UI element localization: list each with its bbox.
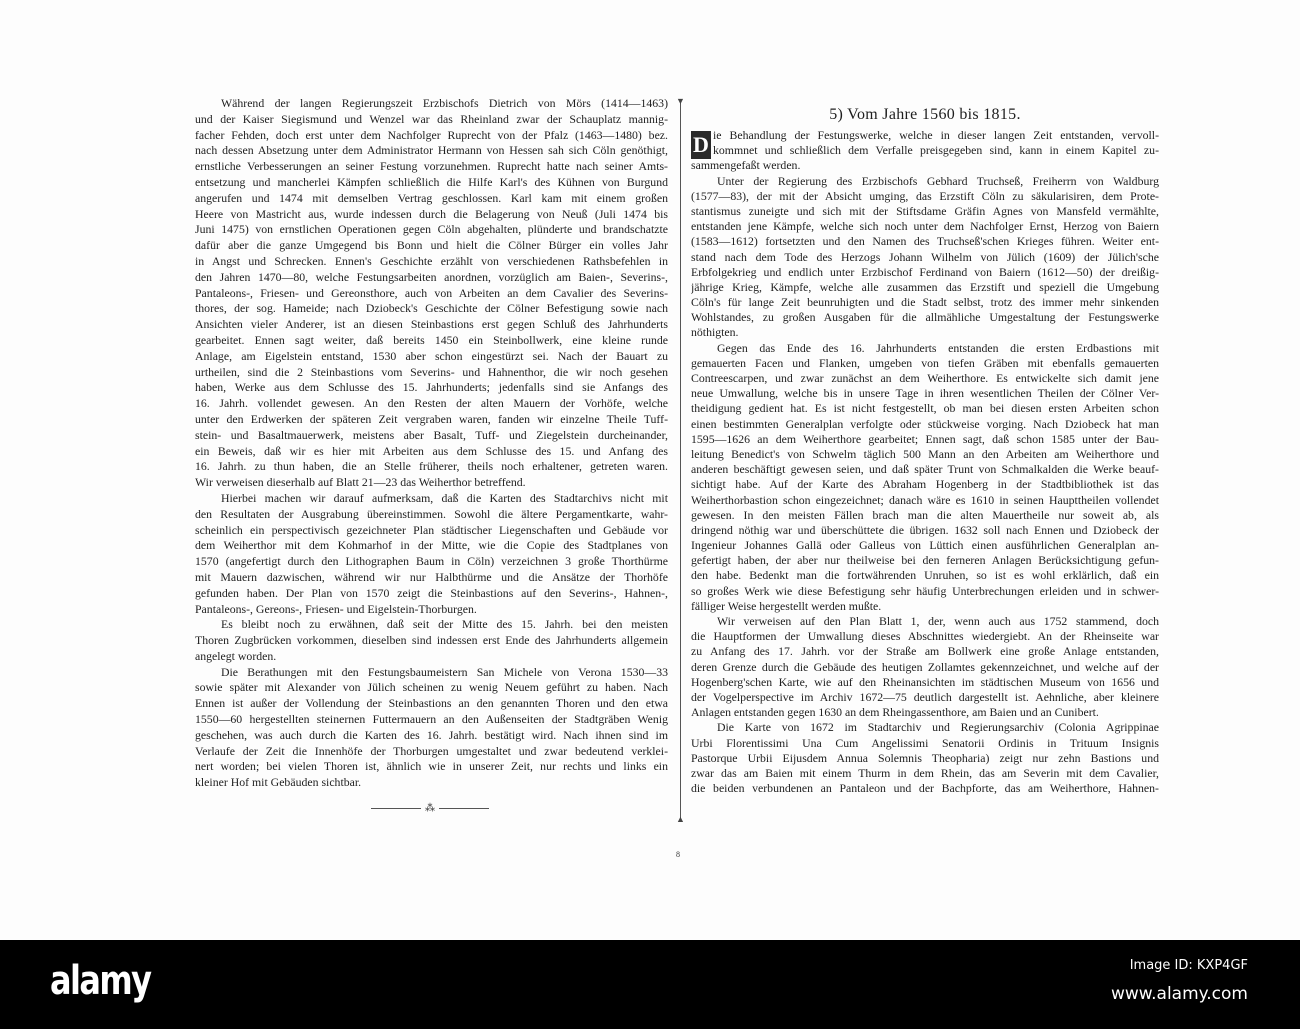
text-line: Hogenberg'schen Karte, wie auf den Rheinansichten im städtischen Museum von 1656 und [691,674,1159,689]
text-line: stantismus zuneigte und sich mit der Stiftsdame Gräfin Agnes von Mansfeld vermählte, [691,203,1159,218]
text-line: entsetzung und mancherlei Kämpfen schließlich die Hilfe Karl's des Kühnen von Burgund [195,174,668,189]
text-line: neue Umwallung, welche bis in unsere Tage in ihren wesentlichen Theilen der Cölner Ver- [691,386,1159,401]
text-line: Heere von Mastricht aus, wurde indessen durch die Belagerung von Neuß (Juli 1474 bis [195,206,668,221]
text-line: ernstliche Verbesserungen an seiner Festung vorzunehmen. Ruprecht hatte nach seiner Amts- [195,159,668,174]
text-line: die beiden verbundenen an Pantaleon und der Bachpforte, das am Weiherthore, Hahnen- [691,781,1159,796]
text-line: 1595—1626 an dem Weiherthore gearbeitet; Ennen sagt, daß schon 1585 unter der Bau- [691,431,1159,446]
text-line: Erbfolgekrieg und endlich unter Erzbischof Ferdinand von Baiern (1612—50) der dreißig- [691,264,1159,279]
text-line: Ingenieur Johannes Gallä oder Galleus von Lüttich einen ausführlichen Generalplan an- [691,538,1159,553]
text-line: sichtigt habe. Auf der Karte des Abraham Hogenberg in der Stadtbibliothek ist das [691,477,1159,492]
image-id: Image ID: KXP4GF [1129,958,1248,973]
text-line: Anlagen entstanden gegen 1630 an dem Rheingassenthore, am Baien und an Cunibert. [691,705,1099,720]
text-line: sammengefaßt werden. [691,158,801,173]
text-line: dafür aber die ganze Umgegend bis Bonn und hielt die Cölner Bürger ein volles Jahr [195,238,668,253]
column-divider [680,100,681,822]
text-line: nöthigten. [691,325,739,340]
text-line: kommnet und schließlich dem Verfalle preisgegeben sind, kann in einem Kapitel zu- [713,143,1159,158]
text-line: 16. Jahrh. vollendet gewesen. An den Resten der alten Mauern der Vorhöfe, welche [195,396,668,411]
right-text-column [691,128,1159,796]
text-line: Verlaufe der Zeit die Innenhöfe der Thorburgen umgestaltet und zwar bedeutend verklei- [195,743,668,758]
text-line: gefunden haben. Der Plan von 1570 zeigt die Steinbastions auf den Severins-, Hahnen-, [195,585,668,600]
text-line: nert worden; bei vielen Thoren ist, ähnlich wie in unserer Zeit, nur rechts und links ein [195,759,668,774]
text-line: Hierbei machen wir darauf aufmerksam, daß die Karten des Stadtarchivs nicht mit [221,490,668,505]
text-line: scheinlich ein perspectivisch gezeichneter Plan städtischer Liegenschaften und Gebäude vor [195,522,668,537]
text-line: 16. Jahrh. zu thun haben, die an Stelle früherer, theils noch erhaltener, getreten waren. [195,459,668,474]
text-line: Urbi Florentissimi Una Cum Angelissimi Senatorii Ordinis in Trituum Insignis [691,735,1159,750]
text-line: 1550—60 hergestellten steinernen Futtermauern an den Außenseiten der Stadtgräben Wenig [195,712,668,727]
left-text-column [195,96,668,791]
text-line: (1583—1612) fortsetzten und den Namen des Truchseß'schen Krieges führen. Weiter ent- [691,234,1159,249]
watermark-banner [0,940,1300,1029]
text-line: dem Weiherthor mit dem Kohmarhof in der Mitte, wie die Copie des Stadtplanes von [195,538,668,553]
text-line: Während der langen Regierungszeit Erzbischofs Dietrich von Mörs (1414—1463) [221,96,668,110]
divider-arrow-bottom-icon: ▲ [676,814,685,824]
text-line: facher Fehden, doch erst unter dem Nachfolger Ruprecht von der Pfalz (1463—1480) bez. [195,127,668,142]
text-line: gefertigt haben, der aber nur theilweise bei den ferneren Anlagen Berücksichtigung gefun- [691,553,1159,568]
text-line: Die Karte von 1672 im Stadtarchiv und Regierungsarchiv (Colonia Agrippinae [717,720,1159,735]
text-line: fälliger Weise hergestellt werden mußte. [691,598,882,613]
text-line: zu Anfang des 17. Jahrh. vor der Straße am Bollwerk eine große Anlage entstanden, [691,644,1159,659]
text-line: Wohlstandes, zu großen Ausgaben für die allmähliche Umgestaltung der Festungswerke [691,310,1159,325]
text-line: Wir verweisen dieserhalb auf Blatt 21—23 das Weiherthor betreffend. [195,475,526,490]
text-line: Ennen ist außer der Vollendung der Steinbastions an den genannten Thoren und den etwa [195,696,668,711]
text-line: urtheilen, sind die 2 Steinbastions vom Severins- und Hahnenthor, die wir noch gesehen [195,364,668,379]
website-link: www.alamy.com [1110,984,1248,1004]
text-line: Pantaleons-, Gereons-, Friesen- und Eigelstein-Thorburgen. [195,601,477,616]
text-line: Ansichten vieler Anderer, ist an diesen Steinbastions erst gegen Schluß des Jahrhunderts [195,317,668,332]
text-line: Contreescarpen, und zwar zunächst an dem Weiherthore. Es entwickelte sich damit jene [691,371,1159,385]
text-line: in Angst und Schrecken. Ennen's Geschichte erzählt von verschiedenen Rathsbefehlen in [195,253,668,268]
text-line: die Hauptformen der Umwallung dieses Abschnittes wiedergiebt. An der Rheinseite war [691,629,1159,644]
text-line: mit Mauern dazwischen, während wir nur Halbthürme und die Ansätze der Thorhöfe [195,569,668,584]
text-line: angelegt worden. [195,648,277,663]
text-line: gewesen. In den meisten Fällen brach man die alten Mauertheile nur soweit ab, als [691,507,1159,522]
text-line: und der Kaiser Siegismund und Wenzel war das Rheinland zwar der Schauplatz mannig- [195,111,668,126]
text-line: so großes Werk wie diese Befestigung sehr häufig Unterbrechungen erleiden und in schwer- [691,583,1159,598]
text-line: haben, Werke aus dem Schlusse des 15. Jahrhunderts; jedenfalls sind sie Anfangs des [195,380,668,395]
text-line: dringend nöthig war und überschüttete die übrigen. 1632 soll nach Ennen und Dziobeck der [691,522,1159,537]
text-line: (1577—83), der mit der Absicht umging, das Erzstift Cöln zu säkularisiren, dem Prote- [691,188,1159,203]
text-line: jährige Krieg, Kämpfe, welche alle zusammen das Erzstift und speziell die Umgebung [691,279,1159,294]
section-end-ornament: ⁂ [345,803,515,814]
text-line: thores, der sog. Hameide; nach Dziobeck's Geschichte der Cölner Befestigung sowie nach [195,301,668,316]
text-line: theidigung gedient hat. Es ist nicht festgestellt, ob man bei diesen ersten Arbeiten schon [691,401,1159,416]
text-line: sowie später mit Alexander von Jülich scheinen zu wenig Neuem geführt zu haben. Nach [195,680,668,695]
text-line: Thoren Zugbrücken vorkommen, dieselben sind indessen erst Ende des Jahrhunderts allgemein [195,633,668,648]
text-line: Anlage, am Eigelstein entstand, 1530 aber schon eingestürzt sei. Nach der Bauart zu [195,348,668,363]
text-line: kleiner Hof mit Gebäuden sichtbar. [195,775,362,790]
section-heading: 5) Vom Jahre 1560 bis 1815. [829,106,1021,123]
drop-cap: D [691,131,711,159]
page-number: 8 [676,850,680,859]
text-line: Gegen das Ende des 16. Jahrhunderts entstanden die ersten Erdbastions mit [717,340,1159,355]
text-line: gearbeitet. Ennen sagt weiter, daß bereits 1450 ein Steinbollwerk, eine kleine runde [195,332,668,347]
text-line: stand nach dem Tode des Herzogs Johann Wilhelm von Jülich (1609) der Jülich'sche [691,249,1159,264]
divider-arrow-top-icon: ▼ [676,96,685,106]
text-line: einen bestimmten Generalplan verfolgte oder stückweise vorging. Nach Dziobeck hat man [691,416,1159,431]
text-line: Pastorque Urbii Eijusdem Annua Solemnis Theopharia) zeigt nur zehn Bastions und [691,750,1159,765]
text-line: deren Grenze durch die Gebäude des heutigen Zollamtes gekennzeichnet, und welche auf der [691,659,1159,674]
text-line: Wir verweisen auf den Plan Blatt 1, der, wenn auch aus 1752 stammend, doch [717,614,1159,628]
text-line: 1570 (angefertigt durch den Lithographen Baum in Cöln) verzeichnen 3 große Thorthürme [195,554,668,569]
text-line: nach dessen Absetzung unter dem Administrator Hermann von Hessen sah sich Cöln genöthigt, [195,143,668,158]
text-line: der Vogelperspective im Archiv 1672—75 deutlich dargestellt ist. Aehnliche, aber kleinere [691,689,1159,704]
text-line: den habe. Bedenkt man die fortwährenden Unruhen, so ist es wohl erklärlich, daß ein [691,568,1159,583]
text-line: entstanden jene Kämpfe, welche sich noch unter dem Nachfolger Ernst, Herzog von Baiern [691,219,1159,234]
text-line: Es bleibt noch zu erwähnen, daß seit der Mitte des 15. Jahrh. bei den meisten [221,617,668,632]
text-line: Pantaleons-, Friesen- und Gereonsthore, auch von Arbeiten an dem Cavalier des Severins- [195,285,668,300]
text-line: ie Behandlung der Festungswerke, welche in dieser langen Zeit entstanden, vervoll- [713,128,1159,142]
alamy-logo: alamy [50,958,151,1004]
text-line: stein- und Basaltmauerwerk, meistens aber Basalt, Tuff- und Ziegelstein durcheinander, [195,427,668,442]
text-line: unter den Erdwerken der späteren Zeit vergraben waren, fanden wir einzelne Theile Tuff- [195,411,668,426]
text-line: ein Beweis, daß wir es hier mit Arbeiten aus dem Schlusse des 15. und Anfang des [195,443,668,458]
text-line: angerufen und 1474 mit demselben Vertrag geschlossen. Karl kam mit einem großen [195,190,668,205]
text-line: den Jahren 1470—80, welche Festungsarbeiten anordnen, vorzüglich am Baien-, Severins-, [195,269,668,284]
text-line: Weiherthorbastion schon eingezeichnet; danach wäre es 1610 in seinen Haupttheilen vollendet [691,492,1159,507]
text-line: gemauerten Facen und Flanken, umgeben von tiefen Gräben mit ebenfalls gemauerten [691,355,1159,370]
text-line: den Resultaten der Ausgrabung übereinstimmen. Sowohl die ältere Pergamentkarte, wahr- [195,506,668,521]
text-line: geschehen, was auch durch die Karten des 16. Jahrh. bestätigt wird. Nach ihnen sind im [195,727,668,742]
text-line: zwar das am Baien mit einem Thurm in dem Rhein, das am Severin mit dem Cavalier, [691,765,1159,780]
text-line: leitung Benedict's von Schwelm täglich 500 Mann an den Arbeiten am Weiherthore und [691,446,1159,461]
text-line: Die Berathungen mit den Festungsbaumeistern San Michele von Verona 1530—33 [221,664,668,679]
text-line: Unter der Regierung des Erzbischofs Gebhard Truchseß, Freiherrn von Waldburg [717,173,1159,188]
text-line: Juni 1475) von ernstlichen Operationen gegen Cöln abgehalten, plünderte und brandschatzte [195,222,668,237]
text-line: Cöln's für lange Zeit beunruhigten und die Stadt selbst, trotz des immer mehr sinkenden [691,295,1159,310]
text-line: anderen beschäftigt gewesen seien, und daß später Trunt von Schmalkalden die Werke beauf- [691,462,1159,477]
